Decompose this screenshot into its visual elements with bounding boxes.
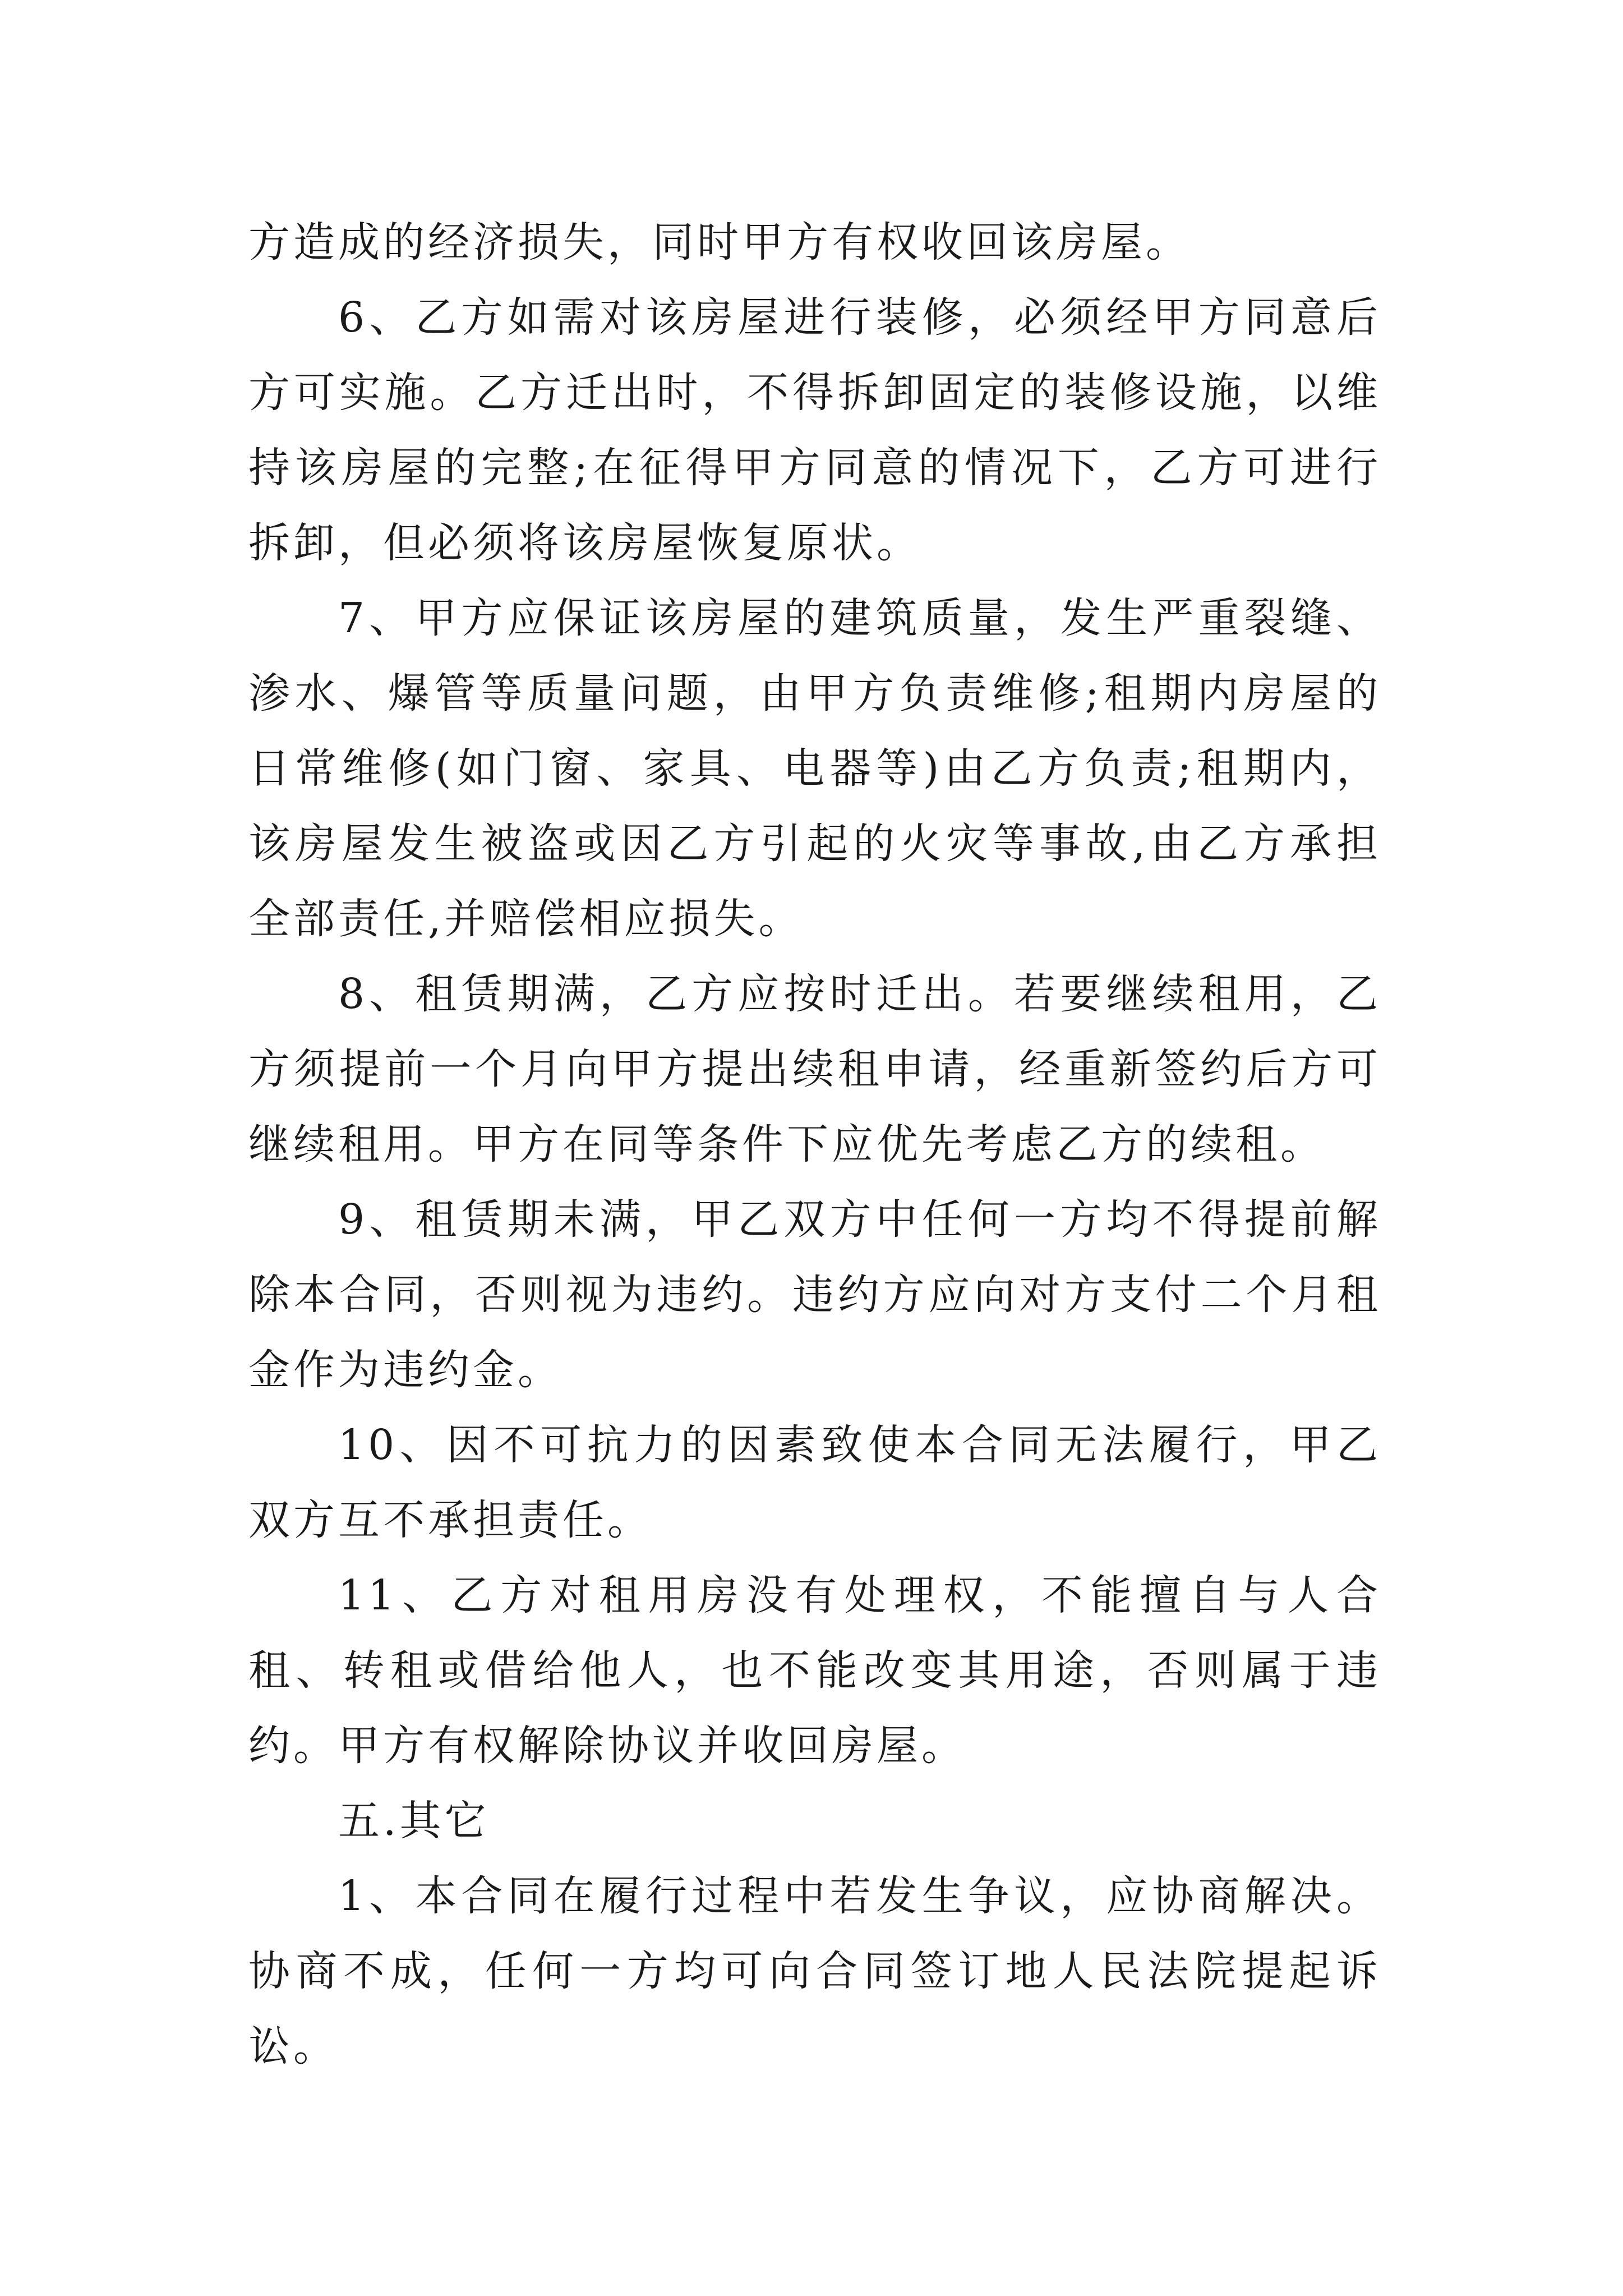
paragraph-clause-6: 6、乙方如需对该房屋进行装修，必须经甲方同意后方可实施。乙方迁出时，不得拆卸固定的装修设施，以维持该房屋的完整;在征得甲方同意的情况下，乙方可进行拆卸，但必须将该房屋恢复原状。 (248, 293, 1381, 567)
paragraph-clause-8: 8、租赁期满，乙方应按时迁出。若要继续租用，乙方须提前一个月向甲方提出续租申请，经重新签约后方可继续租用。甲方在同等条件下应优先考虑乙方的续租。 (248, 970, 1381, 1168)
document-body (248, 205, 1381, 2084)
paragraph-clause-7: 7、甲方应保证该房屋的建筑质量，发生严重裂缝、渗水、爆管等质量问题，由甲方负责维修;租期内房屋的日常维修(如门窗、家具、电器等)由乙方负责;租期内，该房屋发生被盗或因乙方引起的火灾等事故,由乙方承担全部责任,并赔偿相应损失。 (248, 594, 1381, 943)
paragraph-continuation: 方造成的经济损失，同时甲方有权收回该房屋。 (248, 218, 1191, 266)
paragraph-clause-10: 10、因不可抗力的因素致使本合同无法履行，甲乙双方互不承担责任。 (248, 1421, 1381, 1544)
paragraph-other-clause-1: 1、本合同在履行过程中若发生争议，应协商解决。协商不成，任何一方均可向合同签订地人民法院提起诉讼。 (248, 1872, 1381, 2070)
paragraph-clause-11: 11、乙方对租用房没有处理权，不能擅自与人合租、转租或借给他人，也不能改变其用途，否则属于违约。甲方有权解除协议并收回房屋。 (248, 1571, 1381, 1770)
paragraph-clause-9: 9、租赁期未满，甲乙双方中任何一方均不得提前解除本合同，否则视为违约。违约方应向对方支付二个月租金作为违约金。 (248, 1195, 1381, 1394)
section-heading-other: 五.其它 (338, 1797, 490, 1845)
